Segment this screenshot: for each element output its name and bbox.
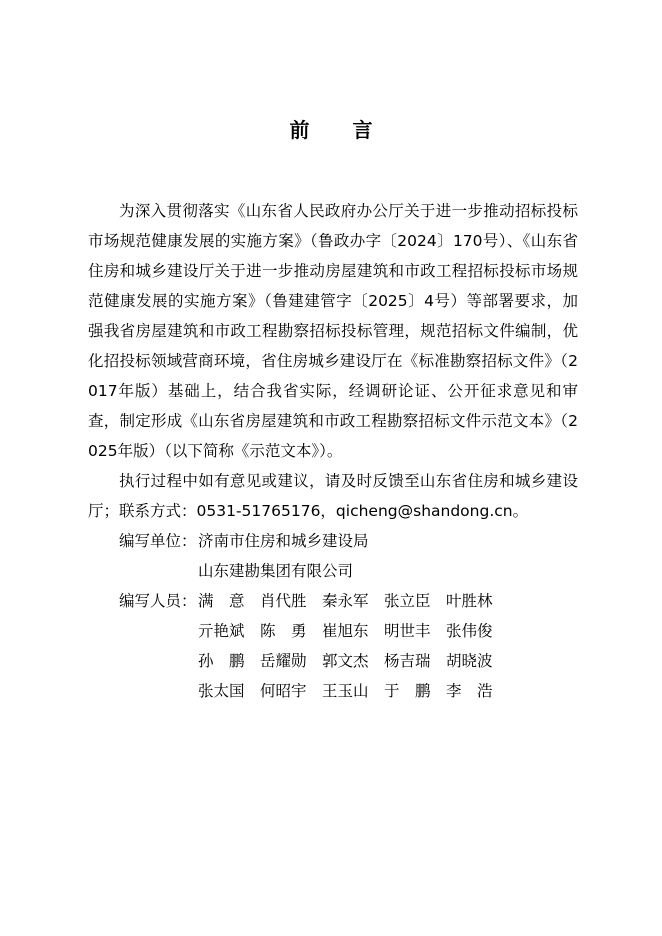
compiling-unit-row <box>88 526 578 556</box>
compiling-unit-label: 编写单位： <box>119 532 197 550</box>
page-title: 前 言 <box>289 118 391 142</box>
compiler-name: 李 浩 <box>446 682 493 700</box>
compiler-name: 郭文杰 <box>322 652 369 670</box>
compiler-name: 岳耀勋 <box>260 652 307 670</box>
compiler-name: 胡晓波 <box>446 652 493 670</box>
compiling-unit-name: 济南市住房和城乡建设局 <box>198 532 369 550</box>
compiler-name: 明世丰 <box>384 622 431 640</box>
compiler-name: 陈 勇 <box>260 622 307 640</box>
compiler-name: 张立臣 <box>384 592 431 610</box>
compiler-name: 何昭宇 <box>260 682 307 700</box>
feedback-paragraph: 执行过程中如有意见或建议，请及时反馈至山东省住房和城乡建设厅；联系方式：0531-51765176，qicheng@shandong.cn。 <box>88 472 578 520</box>
preface-body <box>88 196 578 706</box>
compilers-list <box>198 586 508 706</box>
compiler-name: 秦永军 <box>322 592 369 610</box>
compiler-name: 崔旭东 <box>322 622 369 640</box>
compiler-name: 孙 鹏 <box>198 652 245 670</box>
compilers-row <box>88 586 578 706</box>
compiler-name: 叶胜林 <box>446 592 493 610</box>
compiler-name: 杨吉瑞 <box>384 652 431 670</box>
compiling-unit-name: 山东建勘集团有限公司 <box>198 562 354 580</box>
compilers-label: 编写人员： <box>119 592 197 610</box>
compiler-name: 肖代胜 <box>260 592 307 610</box>
preface-paragraph: 为深入贯彻落实《山东省人民政府办公厅关于进一步推动招标投标市场规范健康发展的实施方案》（鲁政办字〔2024〕170号）、《山东省住房和城乡建设厅关于进一步推动房屋建筑和市政工程招标投标市场规范健康发展的实施方案》（鲁建建管字〔2025〕4号）等部署要求，加强我省房屋建筑和市政工程勘察招标投标管理，规范招标文件编制，优化招投标领域营商环境，省住房城乡建设厅在《标准勘察招标文件》（2017年版）基础上，结合我省实际，经调研论证、公开征求意见和审查，制定形成《山东省房屋建筑和市政工程勘察招标文件示范文本》（2025年版）（以下简称《示范文本》）。 <box>88 202 578 460</box>
compiler-name: 张伟俊 <box>446 622 493 640</box>
compiler-name: 于 鹏 <box>384 682 431 700</box>
compiler-name: 满 意 <box>198 592 245 610</box>
compiler-name: 亓艳斌 <box>198 622 245 640</box>
compiling-unit-row <box>88 556 578 586</box>
compiler-name: 王玉山 <box>322 682 369 700</box>
compiler-name: 张太国 <box>198 682 245 700</box>
